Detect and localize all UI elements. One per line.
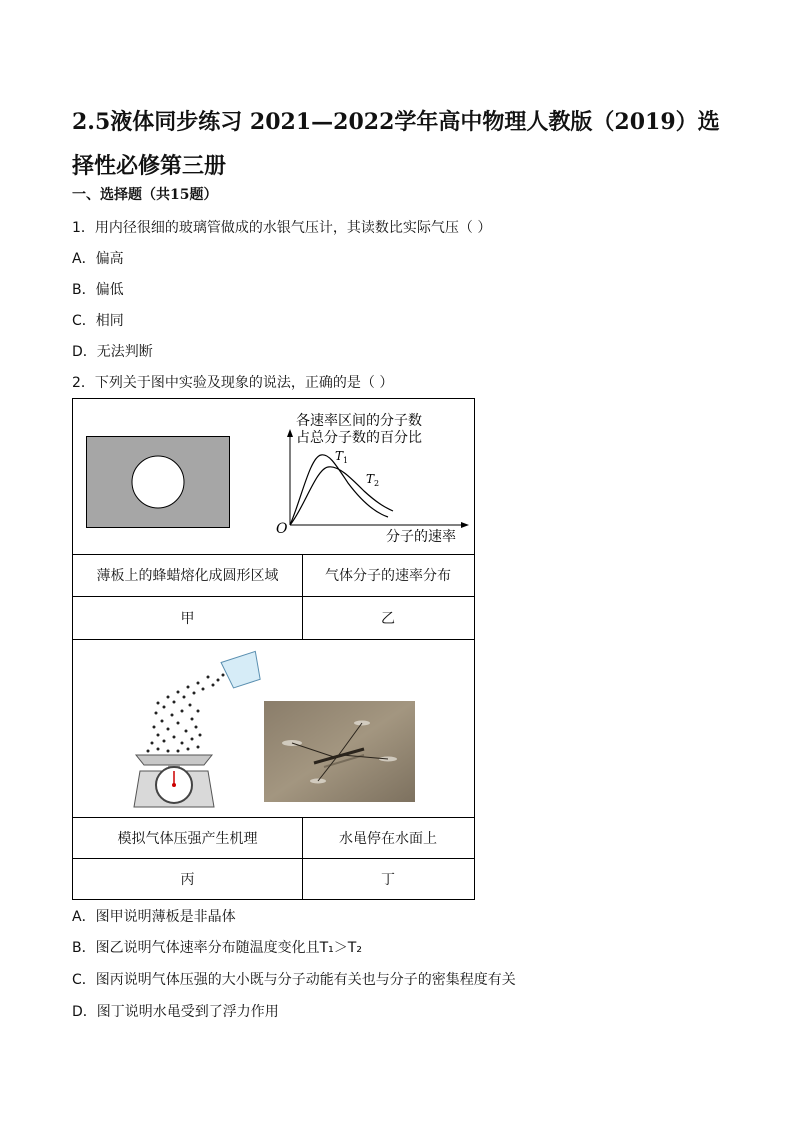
curve-t1 bbox=[290, 455, 388, 525]
graph-origin: O bbox=[276, 521, 288, 537]
label-bing: 丙 bbox=[180, 872, 195, 888]
curve-t2-subscript: 2 bbox=[374, 479, 380, 488]
graph-xlabel: 分子的速率 bbox=[386, 529, 456, 545]
question-1-option-b: B．偏低 bbox=[72, 282, 124, 298]
curve-t2 bbox=[290, 467, 393, 525]
label-yi: 乙 bbox=[381, 610, 395, 627]
curve-t2-label: T bbox=[366, 472, 375, 486]
section-heading: 一、选择题（共15题） bbox=[72, 187, 218, 203]
question-2-option-d: D．图丁说明水黾受到了浮力作用 bbox=[72, 1004, 279, 1020]
caption-jia: 薄板上的蜂蜡熔化成圆形区域 bbox=[96, 568, 279, 584]
caption-yi: 气体分子的速率分布 bbox=[325, 568, 451, 584]
svg-text:T2 bbox=[366, 472, 379, 488]
curve-t1-subscript: 1 bbox=[343, 456, 349, 465]
page-title: 2.5液体同步练习 2021—2022学年高中物理人教版（2019）选择性必修第三册 bbox=[72, 109, 720, 179]
label-ding: 丁 bbox=[381, 872, 395, 888]
graph-ylabel-line2: 占总分子数的百分比 bbox=[296, 430, 422, 446]
label-jia: 甲 bbox=[180, 610, 195, 627]
curve-t1-label: T bbox=[335, 449, 344, 463]
svg-text:T1 bbox=[335, 449, 348, 465]
caption-ding: 水黾停在水面上 bbox=[339, 830, 437, 847]
caption-bing: 模拟气体压强产生机理 bbox=[117, 830, 258, 847]
question-2-stem: 2．下列关于图中实验及现象的说法，正确的是（ ） bbox=[72, 375, 394, 391]
wax-plate-figure bbox=[86, 436, 230, 528]
graph-ylabel-line1: 各速率区间的分子数 bbox=[296, 413, 422, 429]
question-2-option-c: C．图丙说明气体压强的大小既与分子动能有关也与分子的密集程度有关 bbox=[72, 972, 516, 988]
question-2-option-b: B．图乙说明气体速率分布随温度变化且T₁＞T₂ bbox=[72, 940, 362, 956]
speed-distribution-graph bbox=[268, 405, 473, 550]
figure-table bbox=[72, 398, 475, 900]
water-strider-photo bbox=[264, 701, 415, 802]
question-1-option-d: D．无法判断 bbox=[72, 344, 153, 360]
question-2-option-a: A．图甲说明薄板是非晶体 bbox=[72, 909, 236, 925]
question-1-stem: 1．用内径很细的玻璃管做成的水银气压计，其读数比实际气压（ ） bbox=[72, 220, 492, 236]
question-1-option-c: C．相同 bbox=[72, 313, 124, 329]
question-1-option-a: A．偏高 bbox=[72, 251, 124, 267]
scale-beans-figure bbox=[128, 647, 278, 809]
